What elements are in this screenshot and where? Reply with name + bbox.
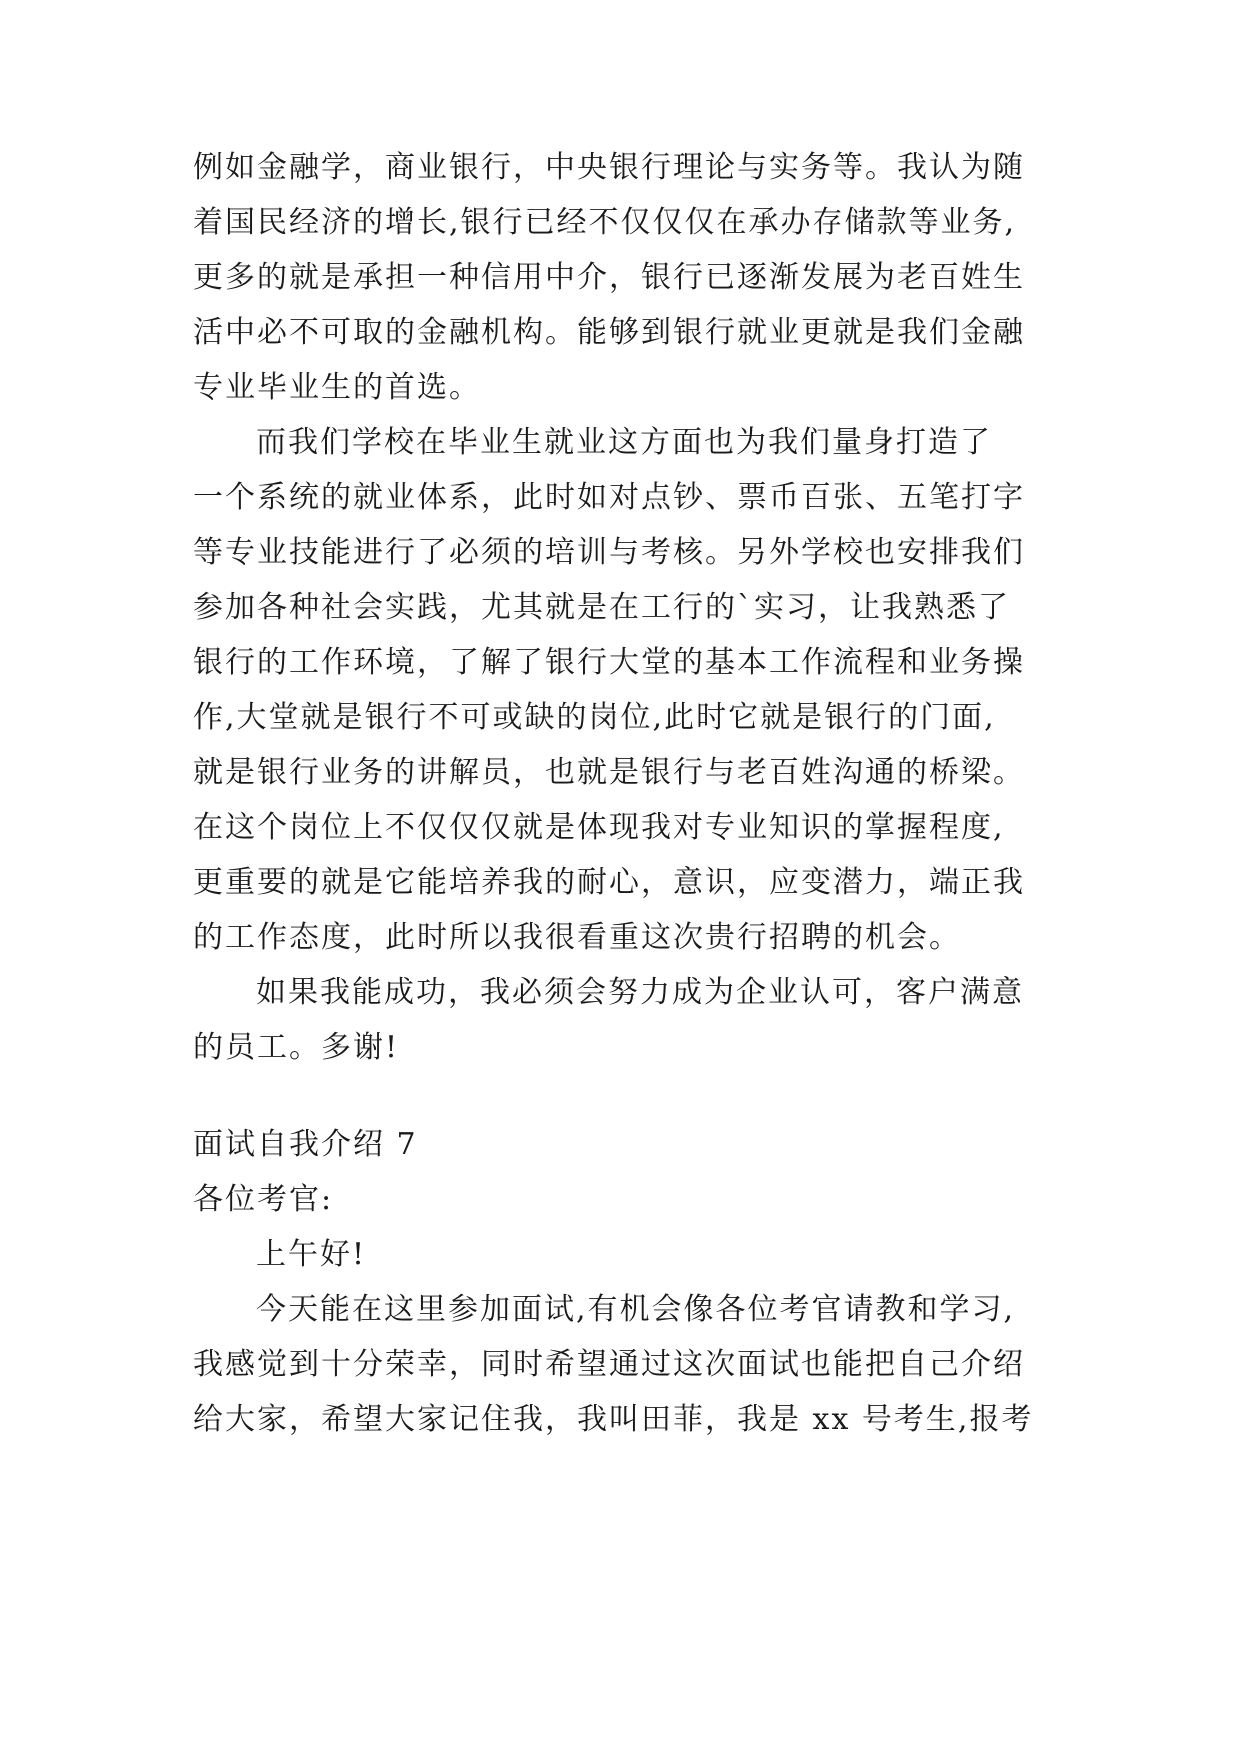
paragraph-line: 更重要的就是它能培养我的耐心，意识，应变潜力，端正我 (193, 865, 1025, 900)
paragraph-line: 就是银行业务的讲解员，也就是银行与老百姓沟通的桥梁。 (193, 755, 1025, 790)
paragraph-line: 我感觉到十分荣幸，同时希望通过这次面试也能把自己介绍 (193, 1347, 1025, 1382)
paragraph-line: 例如金融学，商业银行，中央银行理论与实务等。我认为随 (193, 150, 1025, 185)
section-heading: 面试自我介绍 7 (193, 1127, 418, 1162)
paragraph-line: 的员工。多谢! (193, 1030, 400, 1065)
paragraph-line: 给大家，希望大家记住我，我叫田菲，我是 xx 号考生,报考 (193, 1402, 1034, 1437)
paragraph-line: 如果我能成功，我必须会努力成为企业认可，客户满意 (256, 975, 1024, 1010)
paragraph-line: 一个系统的就业体系，此时如对点钞、票币百张、五笔打字 (193, 480, 1025, 515)
salutation: 各位考官: (193, 1182, 334, 1217)
paragraph-line: 专业毕业生的首选。 (193, 370, 481, 405)
paragraph-line: 今天能在这里参加面试,有机会像各位考官请教和学习, (256, 1292, 1016, 1327)
paragraph-line: 等专业技能进行了必须的培训与考核。另外学校也安排我们 (193, 535, 1025, 570)
paragraph-line: 在这个岗位上不仅仅仅就是体现我对专业知识的掌握程度, (193, 810, 1005, 845)
paragraph-line: 而我们学校在毕业生就业这方面也为我们量身打造了 (256, 425, 992, 460)
paragraph-line: 活中必不可取的金融机构。能够到银行就业更就是我们金融 (193, 315, 1025, 350)
paragraph-line: 着国民经济的增长,银行已经不仅仅仅在承办存储款等业务, (193, 205, 1017, 240)
paragraph-line: 银行的工作环境，了解了银行大堂的基本工作流程和业务操 (193, 645, 1025, 680)
paragraph-line: 的工作态度，此时所以我很看重这次贵行招聘的机会。 (193, 920, 961, 955)
paragraph-line: 更多的就是承担一种信用中介，银行已逐渐发展为老百姓生 (193, 260, 1025, 295)
greeting: 上午好! (256, 1237, 367, 1272)
paragraph-line: 参加各种社会实践，尤其就是在工行的`实习，让我熟悉了 (193, 590, 1010, 625)
paragraph-line: 作,大堂就是银行不可或缺的岗位,此时它就是银行的门面, (193, 700, 996, 735)
